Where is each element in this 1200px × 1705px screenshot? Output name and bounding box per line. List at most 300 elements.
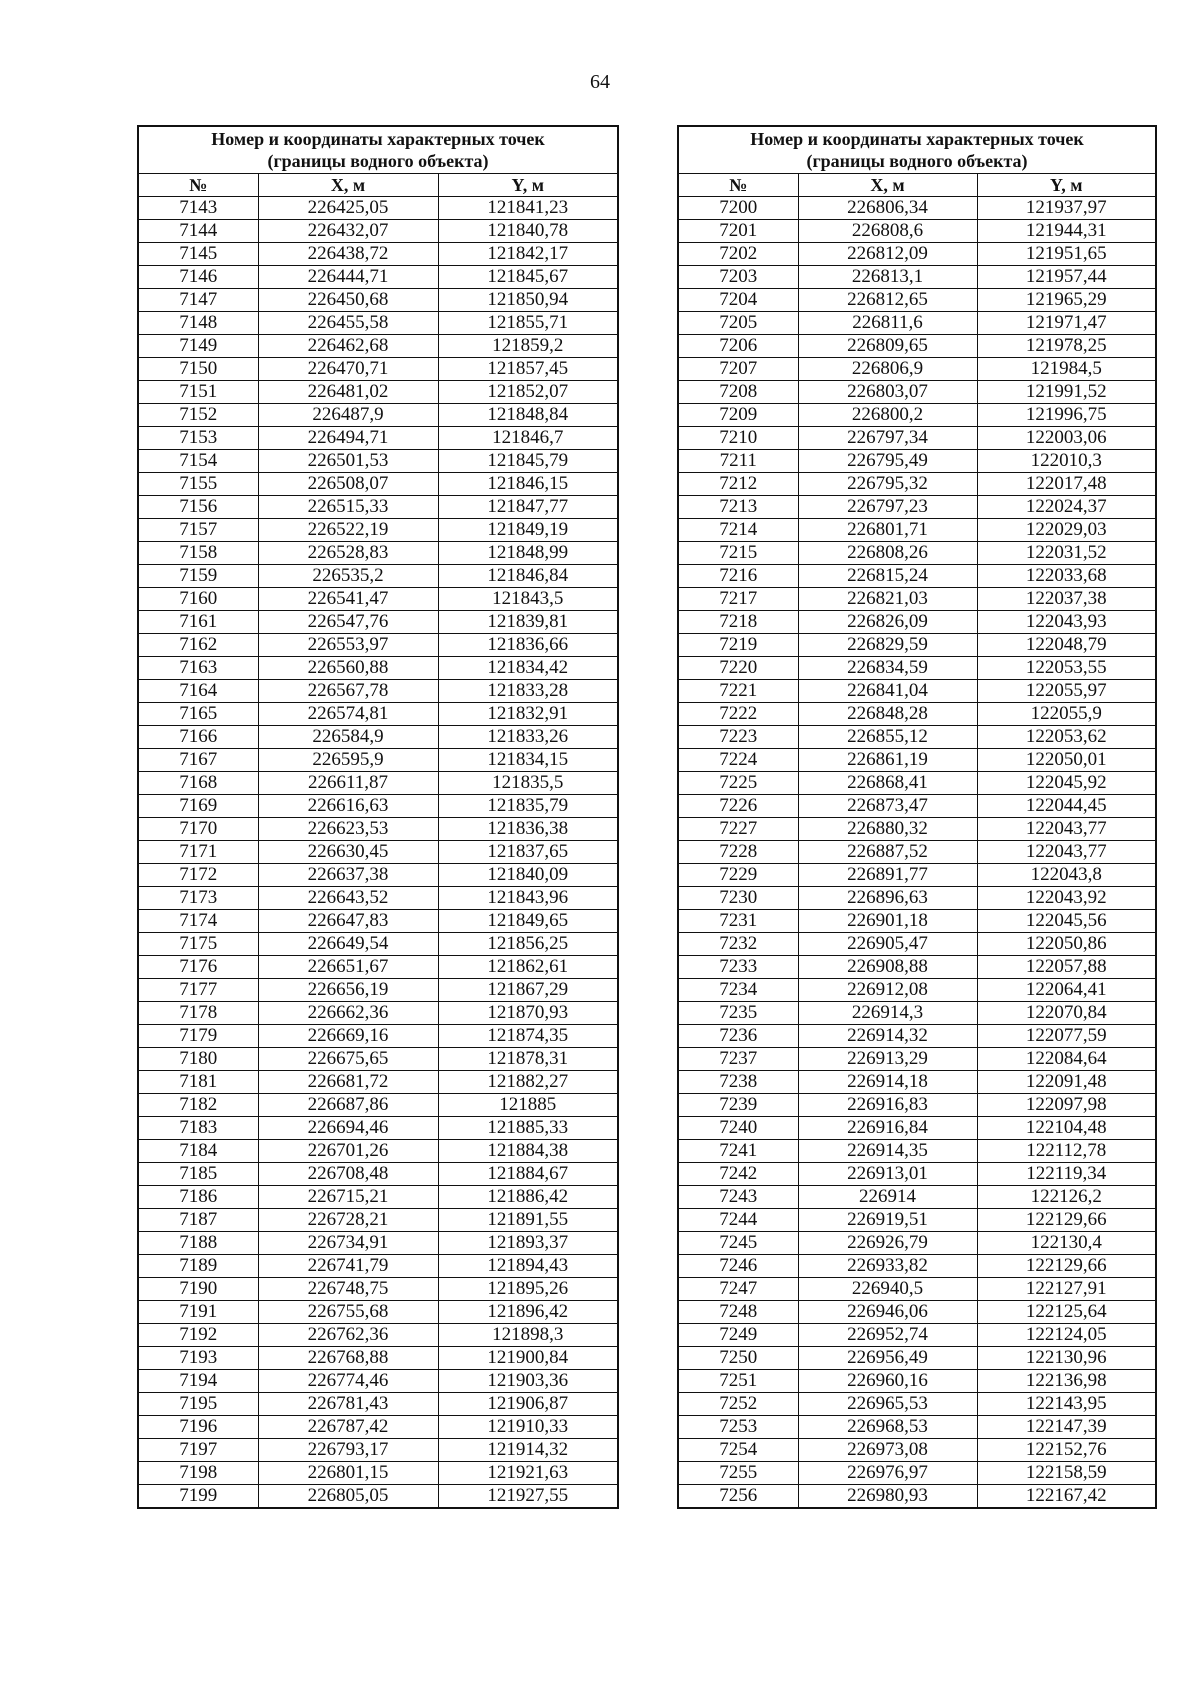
y-coordinate: 121849,65 [438, 910, 618, 933]
point-number: 7220 [678, 657, 798, 680]
y-coordinate: 121848,99 [438, 542, 618, 565]
x-coordinate: 226913,29 [798, 1048, 977, 1071]
table-row [138, 680, 618, 703]
table-row [678, 1278, 1156, 1301]
point-number: 7223 [678, 726, 798, 749]
table-row [678, 1025, 1156, 1048]
y-coordinate: 121896,42 [438, 1301, 618, 1324]
table-row [138, 864, 618, 887]
point-number: 7155 [138, 473, 258, 496]
point-number: 7154 [138, 450, 258, 473]
table-row [138, 220, 618, 243]
x-coordinate: 226956,49 [798, 1347, 977, 1370]
point-number: 7242 [678, 1163, 798, 1186]
point-number: 7203 [678, 266, 798, 289]
table-row [138, 404, 618, 427]
table-row [678, 772, 1156, 795]
y-coordinate: 122130,96 [977, 1347, 1156, 1370]
y-coordinate: 121878,31 [438, 1048, 618, 1071]
x-coordinate: 226829,59 [798, 634, 977, 657]
table-row [678, 703, 1156, 726]
table-row [678, 680, 1156, 703]
x-coordinate: 226913,01 [798, 1163, 977, 1186]
x-coordinate: 226494,71 [258, 427, 438, 450]
table-row [678, 1393, 1156, 1416]
y-coordinate: 121835,5 [438, 772, 618, 795]
y-coordinate: 121944,31 [977, 220, 1156, 243]
y-coordinate: 121845,79 [438, 450, 618, 473]
x-coordinate: 226681,72 [258, 1071, 438, 1094]
table-row [678, 818, 1156, 841]
table-row [138, 358, 618, 381]
point-number: 7225 [678, 772, 798, 795]
table-row [138, 772, 618, 795]
column-header-x: X, м [798, 174, 977, 197]
x-coordinate: 226748,75 [258, 1278, 438, 1301]
x-coordinate: 226933,82 [798, 1255, 977, 1278]
table-row [678, 1117, 1156, 1140]
y-coordinate: 121867,29 [438, 979, 618, 1002]
table-row [138, 1278, 618, 1301]
point-number: 7199 [138, 1485, 258, 1509]
x-coordinate: 226616,63 [258, 795, 438, 818]
point-number: 7246 [678, 1255, 798, 1278]
point-number: 7251 [678, 1370, 798, 1393]
table-row [138, 1255, 618, 1278]
y-coordinate: 121937,97 [977, 197, 1156, 220]
y-coordinate: 122048,79 [977, 634, 1156, 657]
table-row [678, 1186, 1156, 1209]
point-number: 7151 [138, 381, 258, 404]
point-number: 7158 [138, 542, 258, 565]
x-coordinate: 226438,72 [258, 243, 438, 266]
table-row [138, 1393, 618, 1416]
point-number: 7181 [138, 1071, 258, 1094]
table-row [678, 749, 1156, 772]
x-coordinate: 226715,21 [258, 1186, 438, 1209]
x-coordinate: 226547,76 [258, 611, 438, 634]
x-coordinate: 226651,67 [258, 956, 438, 979]
point-number: 7166 [138, 726, 258, 749]
point-number: 7173 [138, 887, 258, 910]
x-coordinate: 226868,41 [798, 772, 977, 795]
point-number: 7182 [138, 1094, 258, 1117]
y-coordinate: 121893,37 [438, 1232, 618, 1255]
table-row [678, 358, 1156, 381]
table-row [138, 910, 618, 933]
point-number: 7164 [138, 680, 258, 703]
table-row [678, 1347, 1156, 1370]
x-coordinate: 226912,08 [798, 979, 977, 1002]
point-number: 7233 [678, 956, 798, 979]
point-number: 7146 [138, 266, 258, 289]
x-coordinate: 226916,83 [798, 1094, 977, 1117]
x-coordinate: 226728,21 [258, 1209, 438, 1232]
point-number: 7240 [678, 1117, 798, 1140]
x-coordinate: 226515,33 [258, 496, 438, 519]
table-row [138, 1209, 618, 1232]
x-coordinate: 226916,84 [798, 1117, 977, 1140]
point-number: 7216 [678, 565, 798, 588]
table-row [138, 266, 618, 289]
y-coordinate: 122091,48 [977, 1071, 1156, 1094]
y-coordinate: 122077,59 [977, 1025, 1156, 1048]
y-coordinate: 121840,78 [438, 220, 618, 243]
coordinates-table-left [137, 125, 619, 1509]
table-row [138, 1094, 618, 1117]
point-number: 7248 [678, 1301, 798, 1324]
point-number: 7236 [678, 1025, 798, 1048]
y-coordinate: 122024,37 [977, 496, 1156, 519]
x-coordinate: 226960,16 [798, 1370, 977, 1393]
table-row [678, 864, 1156, 887]
table-row [138, 243, 618, 266]
y-coordinate: 121833,26 [438, 726, 618, 749]
y-coordinate: 121834,42 [438, 657, 618, 680]
column-header-y: Y, м [977, 174, 1156, 197]
y-coordinate: 122147,39 [977, 1416, 1156, 1439]
x-coordinate: 226973,08 [798, 1439, 977, 1462]
y-coordinate: 121886,42 [438, 1186, 618, 1209]
table-row [138, 519, 618, 542]
point-number: 7175 [138, 933, 258, 956]
y-coordinate: 122064,41 [977, 979, 1156, 1002]
y-coordinate: 121856,25 [438, 933, 618, 956]
y-coordinate: 121846,7 [438, 427, 618, 450]
point-number: 7185 [138, 1163, 258, 1186]
coordinates-table-right [677, 125, 1157, 1509]
y-coordinate: 122053,55 [977, 657, 1156, 680]
x-coordinate: 226808,6 [798, 220, 977, 243]
y-coordinate: 121921,63 [438, 1462, 618, 1485]
x-coordinate: 226768,88 [258, 1347, 438, 1370]
table-row [138, 1301, 618, 1324]
x-coordinate: 226805,05 [258, 1485, 438, 1509]
x-coordinate: 226795,49 [798, 450, 977, 473]
x-coordinate: 226701,26 [258, 1140, 438, 1163]
y-coordinate: 122031,52 [977, 542, 1156, 565]
point-number: 7207 [678, 358, 798, 381]
table-row [678, 1071, 1156, 1094]
table-row [138, 818, 618, 841]
y-coordinate: 121991,52 [977, 381, 1156, 404]
point-number: 7168 [138, 772, 258, 795]
x-coordinate: 226855,12 [798, 726, 977, 749]
table-row [678, 243, 1156, 266]
table-row [678, 1416, 1156, 1439]
table-row [138, 749, 618, 772]
table-row [678, 979, 1156, 1002]
point-number: 7245 [678, 1232, 798, 1255]
table-row [138, 335, 618, 358]
y-coordinate: 121984,5 [977, 358, 1156, 381]
y-coordinate: 122143,95 [977, 1393, 1156, 1416]
x-coordinate: 226535,2 [258, 565, 438, 588]
x-coordinate: 226952,74 [798, 1324, 977, 1347]
table-row [138, 979, 618, 1002]
x-coordinate: 226946,06 [798, 1301, 977, 1324]
x-coordinate: 226528,83 [258, 542, 438, 565]
x-coordinate: 226801,71 [798, 519, 977, 542]
y-coordinate: 121906,87 [438, 1393, 618, 1416]
table-row [138, 289, 618, 312]
point-number: 7229 [678, 864, 798, 887]
y-coordinate: 121839,81 [438, 611, 618, 634]
x-coordinate: 226891,77 [798, 864, 977, 887]
table-row [138, 657, 618, 680]
x-coordinate: 226611,87 [258, 772, 438, 795]
x-coordinate: 226901,18 [798, 910, 977, 933]
point-number: 7219 [678, 634, 798, 657]
table-caption-line2: (границы водного объекта) [806, 151, 1028, 171]
point-number: 7256 [678, 1485, 798, 1509]
x-coordinate: 226584,9 [258, 726, 438, 749]
x-coordinate: 226826,09 [798, 611, 977, 634]
x-coordinate: 226848,28 [798, 703, 977, 726]
table-row [678, 450, 1156, 473]
y-coordinate: 121850,94 [438, 289, 618, 312]
y-coordinate: 121903,36 [438, 1370, 618, 1393]
x-coordinate: 226914,35 [798, 1140, 977, 1163]
table-row [138, 496, 618, 519]
y-coordinate: 121859,2 [438, 335, 618, 358]
point-number: 7150 [138, 358, 258, 381]
point-number: 7226 [678, 795, 798, 818]
x-coordinate: 226637,38 [258, 864, 438, 887]
y-coordinate: 121891,55 [438, 1209, 618, 1232]
y-coordinate: 121833,28 [438, 680, 618, 703]
point-number: 7187 [138, 1209, 258, 1232]
x-coordinate: 226834,59 [798, 657, 977, 680]
point-number: 7212 [678, 473, 798, 496]
x-coordinate: 226793,17 [258, 1439, 438, 1462]
x-coordinate: 226574,81 [258, 703, 438, 726]
point-number: 7235 [678, 1002, 798, 1025]
y-coordinate: 121914,32 [438, 1439, 618, 1462]
point-number: 7243 [678, 1186, 798, 1209]
point-number: 7196 [138, 1416, 258, 1439]
x-coordinate: 226811,6 [798, 312, 977, 335]
table-row [138, 473, 618, 496]
table-row [678, 381, 1156, 404]
point-number: 7148 [138, 312, 258, 335]
point-number: 7254 [678, 1439, 798, 1462]
y-coordinate: 122043,77 [977, 818, 1156, 841]
table-row [138, 1347, 618, 1370]
point-number: 7171 [138, 841, 258, 864]
x-coordinate: 226694,46 [258, 1117, 438, 1140]
x-coordinate: 226623,53 [258, 818, 438, 841]
table-row [678, 197, 1156, 220]
table-row [138, 1370, 618, 1393]
y-coordinate: 121855,71 [438, 312, 618, 335]
table-row [138, 1232, 618, 1255]
point-number: 7209 [678, 404, 798, 427]
x-coordinate: 226774,46 [258, 1370, 438, 1393]
x-coordinate: 226976,97 [798, 1462, 977, 1485]
table-row [138, 1071, 618, 1094]
x-coordinate: 226501,53 [258, 450, 438, 473]
x-coordinate: 226560,88 [258, 657, 438, 680]
table-row [678, 1232, 1156, 1255]
point-number: 7224 [678, 749, 798, 772]
x-coordinate: 226800,2 [798, 404, 977, 427]
y-coordinate: 122050,86 [977, 933, 1156, 956]
x-coordinate: 226841,04 [798, 680, 977, 703]
x-coordinate: 226914 [798, 1186, 977, 1209]
point-number: 7165 [138, 703, 258, 726]
x-coordinate: 226687,86 [258, 1094, 438, 1117]
table-row [138, 1025, 618, 1048]
y-coordinate: 122119,34 [977, 1163, 1156, 1186]
point-number: 7152 [138, 404, 258, 427]
x-coordinate: 226781,43 [258, 1393, 438, 1416]
table-row [678, 657, 1156, 680]
y-coordinate: 121996,75 [977, 404, 1156, 427]
y-coordinate: 122129,66 [977, 1255, 1156, 1278]
x-coordinate: 226980,93 [798, 1485, 977, 1509]
table-row [138, 450, 618, 473]
point-number: 7214 [678, 519, 798, 542]
table-row [138, 634, 618, 657]
x-coordinate: 226806,9 [798, 358, 977, 381]
point-number: 7172 [138, 864, 258, 887]
y-coordinate: 121857,45 [438, 358, 618, 381]
table-row [678, 611, 1156, 634]
point-number: 7198 [138, 1462, 258, 1485]
x-coordinate: 226675,65 [258, 1048, 438, 1071]
table-row [678, 335, 1156, 358]
table-caption-line1: Номер и координаты характерных точек [211, 129, 545, 149]
point-number: 7162 [138, 634, 258, 657]
y-coordinate: 122130,4 [977, 1232, 1156, 1255]
y-coordinate: 122033,68 [977, 565, 1156, 588]
y-coordinate: 122043,93 [977, 611, 1156, 634]
x-coordinate: 226444,71 [258, 266, 438, 289]
point-number: 7144 [138, 220, 258, 243]
table-row [678, 726, 1156, 749]
y-coordinate: 122097,98 [977, 1094, 1156, 1117]
point-number: 7211 [678, 450, 798, 473]
x-coordinate: 226762,36 [258, 1324, 438, 1347]
point-number: 7143 [138, 197, 258, 220]
y-coordinate: 121848,84 [438, 404, 618, 427]
y-coordinate: 121898,3 [438, 1324, 618, 1347]
table-row [678, 887, 1156, 910]
y-coordinate: 121884,38 [438, 1140, 618, 1163]
point-number: 7188 [138, 1232, 258, 1255]
point-number: 7178 [138, 1002, 258, 1025]
y-coordinate: 121965,29 [977, 289, 1156, 312]
point-number: 7157 [138, 519, 258, 542]
x-coordinate: 226821,03 [798, 588, 977, 611]
table-row [678, 1255, 1156, 1278]
y-coordinate: 122050,01 [977, 749, 1156, 772]
point-number: 7170 [138, 818, 258, 841]
point-number: 7247 [678, 1278, 798, 1301]
point-number: 7230 [678, 887, 798, 910]
point-number: 7208 [678, 381, 798, 404]
x-coordinate: 226425,05 [258, 197, 438, 220]
table-row [678, 910, 1156, 933]
x-coordinate: 226630,45 [258, 841, 438, 864]
x-coordinate: 226919,51 [798, 1209, 977, 1232]
point-number: 7205 [678, 312, 798, 335]
y-coordinate: 121874,35 [438, 1025, 618, 1048]
y-coordinate: 122043,77 [977, 841, 1156, 864]
table-row [138, 1186, 618, 1209]
x-coordinate: 226940,5 [798, 1278, 977, 1301]
column-header-x: X, м [258, 174, 438, 197]
point-number: 7217 [678, 588, 798, 611]
point-number: 7238 [678, 1071, 798, 1094]
point-number: 7177 [138, 979, 258, 1002]
y-coordinate: 121852,07 [438, 381, 618, 404]
point-number: 7179 [138, 1025, 258, 1048]
y-coordinate: 122152,76 [977, 1439, 1156, 1462]
x-coordinate: 226905,47 [798, 933, 977, 956]
x-coordinate: 226908,88 [798, 956, 977, 979]
x-coordinate: 226806,34 [798, 197, 977, 220]
table-row [678, 1094, 1156, 1117]
x-coordinate: 226812,65 [798, 289, 977, 312]
x-coordinate: 226462,68 [258, 335, 438, 358]
table-row [678, 956, 1156, 979]
table-row [678, 266, 1156, 289]
table-row [138, 427, 618, 450]
y-coordinate: 122167,42 [977, 1485, 1156, 1509]
y-coordinate: 121900,84 [438, 1347, 618, 1370]
y-coordinate: 121885 [438, 1094, 618, 1117]
y-coordinate: 122112,78 [977, 1140, 1156, 1163]
point-number: 7167 [138, 749, 258, 772]
table-row [678, 542, 1156, 565]
x-coordinate: 226734,91 [258, 1232, 438, 1255]
y-coordinate: 121951,65 [977, 243, 1156, 266]
y-coordinate: 122045,56 [977, 910, 1156, 933]
y-coordinate: 121884,67 [438, 1163, 618, 1186]
table-row [138, 1485, 618, 1509]
y-coordinate: 121840,09 [438, 864, 618, 887]
point-number: 7191 [138, 1301, 258, 1324]
y-coordinate: 122124,05 [977, 1324, 1156, 1347]
y-coordinate: 121836,38 [438, 818, 618, 841]
table-row [138, 542, 618, 565]
table-row [138, 588, 618, 611]
table-row [138, 703, 618, 726]
x-coordinate: 226965,53 [798, 1393, 977, 1416]
table-body [678, 197, 1156, 1509]
x-coordinate: 226595,9 [258, 749, 438, 772]
point-number: 7174 [138, 910, 258, 933]
y-coordinate: 122053,62 [977, 726, 1156, 749]
table-row [678, 1140, 1156, 1163]
x-coordinate: 226553,97 [258, 634, 438, 657]
table-row [678, 427, 1156, 450]
y-coordinate: 122045,92 [977, 772, 1156, 795]
table-row [678, 404, 1156, 427]
y-coordinate: 122017,48 [977, 473, 1156, 496]
y-coordinate: 121847,77 [438, 496, 618, 519]
point-number: 7252 [678, 1393, 798, 1416]
table-row [678, 588, 1156, 611]
x-coordinate: 226455,58 [258, 312, 438, 335]
point-number: 7231 [678, 910, 798, 933]
x-coordinate: 226432,07 [258, 220, 438, 243]
table-row [678, 519, 1156, 542]
y-coordinate: 122057,88 [977, 956, 1156, 979]
point-number: 7202 [678, 243, 798, 266]
